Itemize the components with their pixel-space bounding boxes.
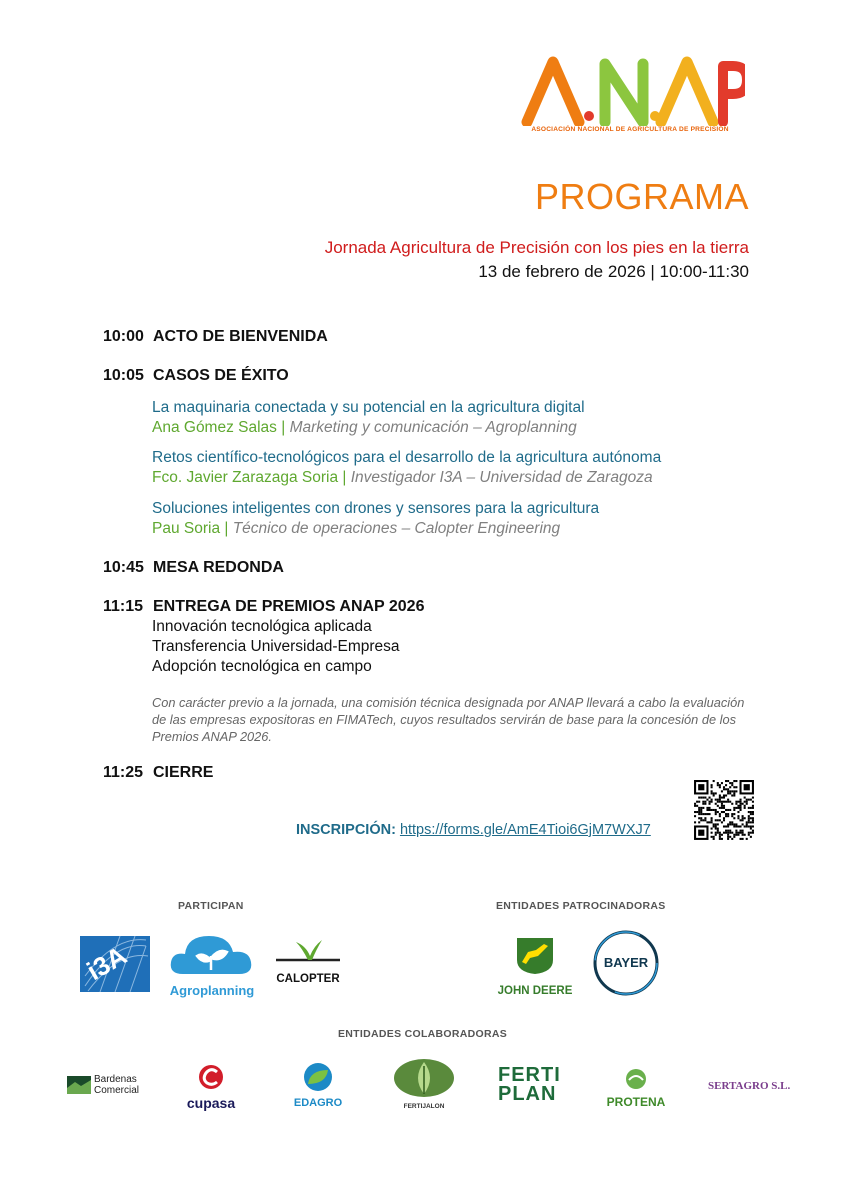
calopter-icon	[272, 938, 344, 968]
agenda-title: ENTREGA DE PREMIOS ANAP 2026	[153, 598, 425, 615]
edagro-name: EDAGRO	[293, 1097, 343, 1109]
agenda-time: 11:25	[103, 764, 144, 781]
speaker-name: Ana Gómez Salas	[152, 419, 277, 436]
agenda-time: 11:15	[103, 598, 144, 615]
protena-logo	[603, 1068, 669, 1108]
john-deere-name: JOHN DEERE	[497, 985, 573, 997]
cupasa-logo	[180, 1064, 242, 1111]
i3a-logo	[80, 936, 150, 992]
bayer-name-horizontal: BAYER	[603, 955, 649, 970]
cupasa-icon	[180, 1064, 242, 1090]
speaker-role: Investigador I3A – Universidad de Zaragoza	[350, 469, 653, 486]
registration-link[interactable]: https://forms.gle/AmE4Tioi6GjM7WXJ7	[399, 822, 651, 838]
sponsors-label: ENTIDADES PATROCINADORAS	[496, 900, 666, 912]
i3a-logo-text: i3A	[81, 939, 132, 987]
registration-label: INSCRIPCIÓN:	[296, 822, 396, 838]
anap-logo	[515, 52, 745, 142]
agenda-title: CASOS DE ÉXITO	[153, 367, 289, 384]
agroplanning-name: Agroplanning	[169, 983, 255, 998]
fertijalon-name: FERTIJALON	[403, 1103, 445, 1110]
calopter-logo	[272, 938, 344, 988]
bardenas-logo	[67, 1074, 147, 1098]
cupasa-name: cupasa	[186, 1095, 236, 1111]
fertijalon-logo	[392, 1058, 456, 1110]
agenda-title: MESA REDONDA	[153, 559, 284, 576]
fertiplan-logo: FERTI PLAN	[498, 1064, 561, 1105]
agenda-time: 10:45	[103, 559, 144, 576]
calopter-name: CALOPTER	[276, 973, 340, 985]
talk-speaker: Pau Soria | Técnico de operaciones – Calopter Engineering	[152, 520, 561, 537]
award-item: Transferencia Universidad-Empresa	[152, 638, 400, 655]
agroplanning-logo	[165, 930, 259, 998]
qr-code[interactable]	[694, 780, 754, 842]
john-deere-deer-icon	[490, 934, 580, 976]
bayer-logo	[592, 929, 660, 997]
collaborators-label: ENTIDADES COLABORADORAS	[338, 1028, 508, 1040]
john-deere-logo	[490, 934, 580, 996]
participants-label: PARTICIPAN	[178, 900, 244, 912]
edagro-logo	[290, 1062, 346, 1110]
talk-title: La maquinaria conectada y su potencial en la agricultura digital	[152, 399, 585, 416]
edagro-icon	[290, 1062, 346, 1092]
speaker-role: Técnico de operaciones – Calopter Engineering	[232, 520, 561, 537]
agenda-time: 10:00	[103, 328, 144, 345]
talk-speaker: Fco. Javier Zarazaga Soria | Investigador I3A – Universidad de Zaragoza	[152, 469, 653, 486]
talk-title: Soluciones inteligentes con drones y sensores para la agricultura	[152, 500, 600, 517]
talk-speaker: Ana Gómez Salas | Marketing y comunicación – Agroplanning	[152, 419, 577, 436]
award-item: Adopción tecnológica en campo	[152, 658, 372, 675]
qr-code-graphic	[694, 780, 754, 842]
agenda-title: CIERRE	[153, 764, 214, 781]
speaker-name: Pau Soria	[152, 520, 221, 537]
fertijalon-icon	[392, 1058, 456, 1098]
sertagro-logo: SERTAGRO S.L.	[708, 1080, 791, 1092]
i3a-logo-mark	[80, 936, 150, 992]
speaker-role: Marketing y comunicación – Agroplanning	[289, 419, 577, 436]
page-title: PROGRAMA	[534, 176, 749, 217]
agenda-time: 10:05	[103, 367, 144, 384]
agroplanning-cloud-icon	[165, 930, 259, 976]
bardenas-icon	[67, 1074, 91, 1096]
awards-note: Con carácter previo a la jornada, una comisión técnica designada por ANAP llevará a cabo la evaluación de las empresas expositoras en FIMATech, cuyos resultados servirán de base para la concesión de los Premios ANAP 2026.	[152, 695, 745, 744]
protena-name: PROTENA	[606, 1095, 666, 1109]
anap-logo-mark	[515, 52, 745, 126]
logo-tagline: ASOCIACIÓN NACIONAL DE AGRICULTURA DE PRECISIÓN	[531, 126, 729, 133]
event-date: 13 de febrero de 2026 | 10:00-11:30	[478, 262, 749, 281]
talk-title: Retos científico-tecnológicos para el desarrollo de la agricultura autónoma	[152, 449, 662, 466]
event-title: Jornada Agricultura de Precisión con los pies en la tierra	[324, 238, 749, 257]
bardenas-name: Bardenas Comercial	[94, 1074, 140, 1096]
registration	[296, 822, 651, 838]
award-item: Innovación tecnológica aplicada	[152, 618, 372, 635]
protena-icon	[603, 1068, 669, 1090]
speaker-name: Fco. Javier Zarazaga Soria	[152, 469, 339, 486]
agenda-title: ACTO DE BIENVENIDA	[153, 328, 328, 345]
